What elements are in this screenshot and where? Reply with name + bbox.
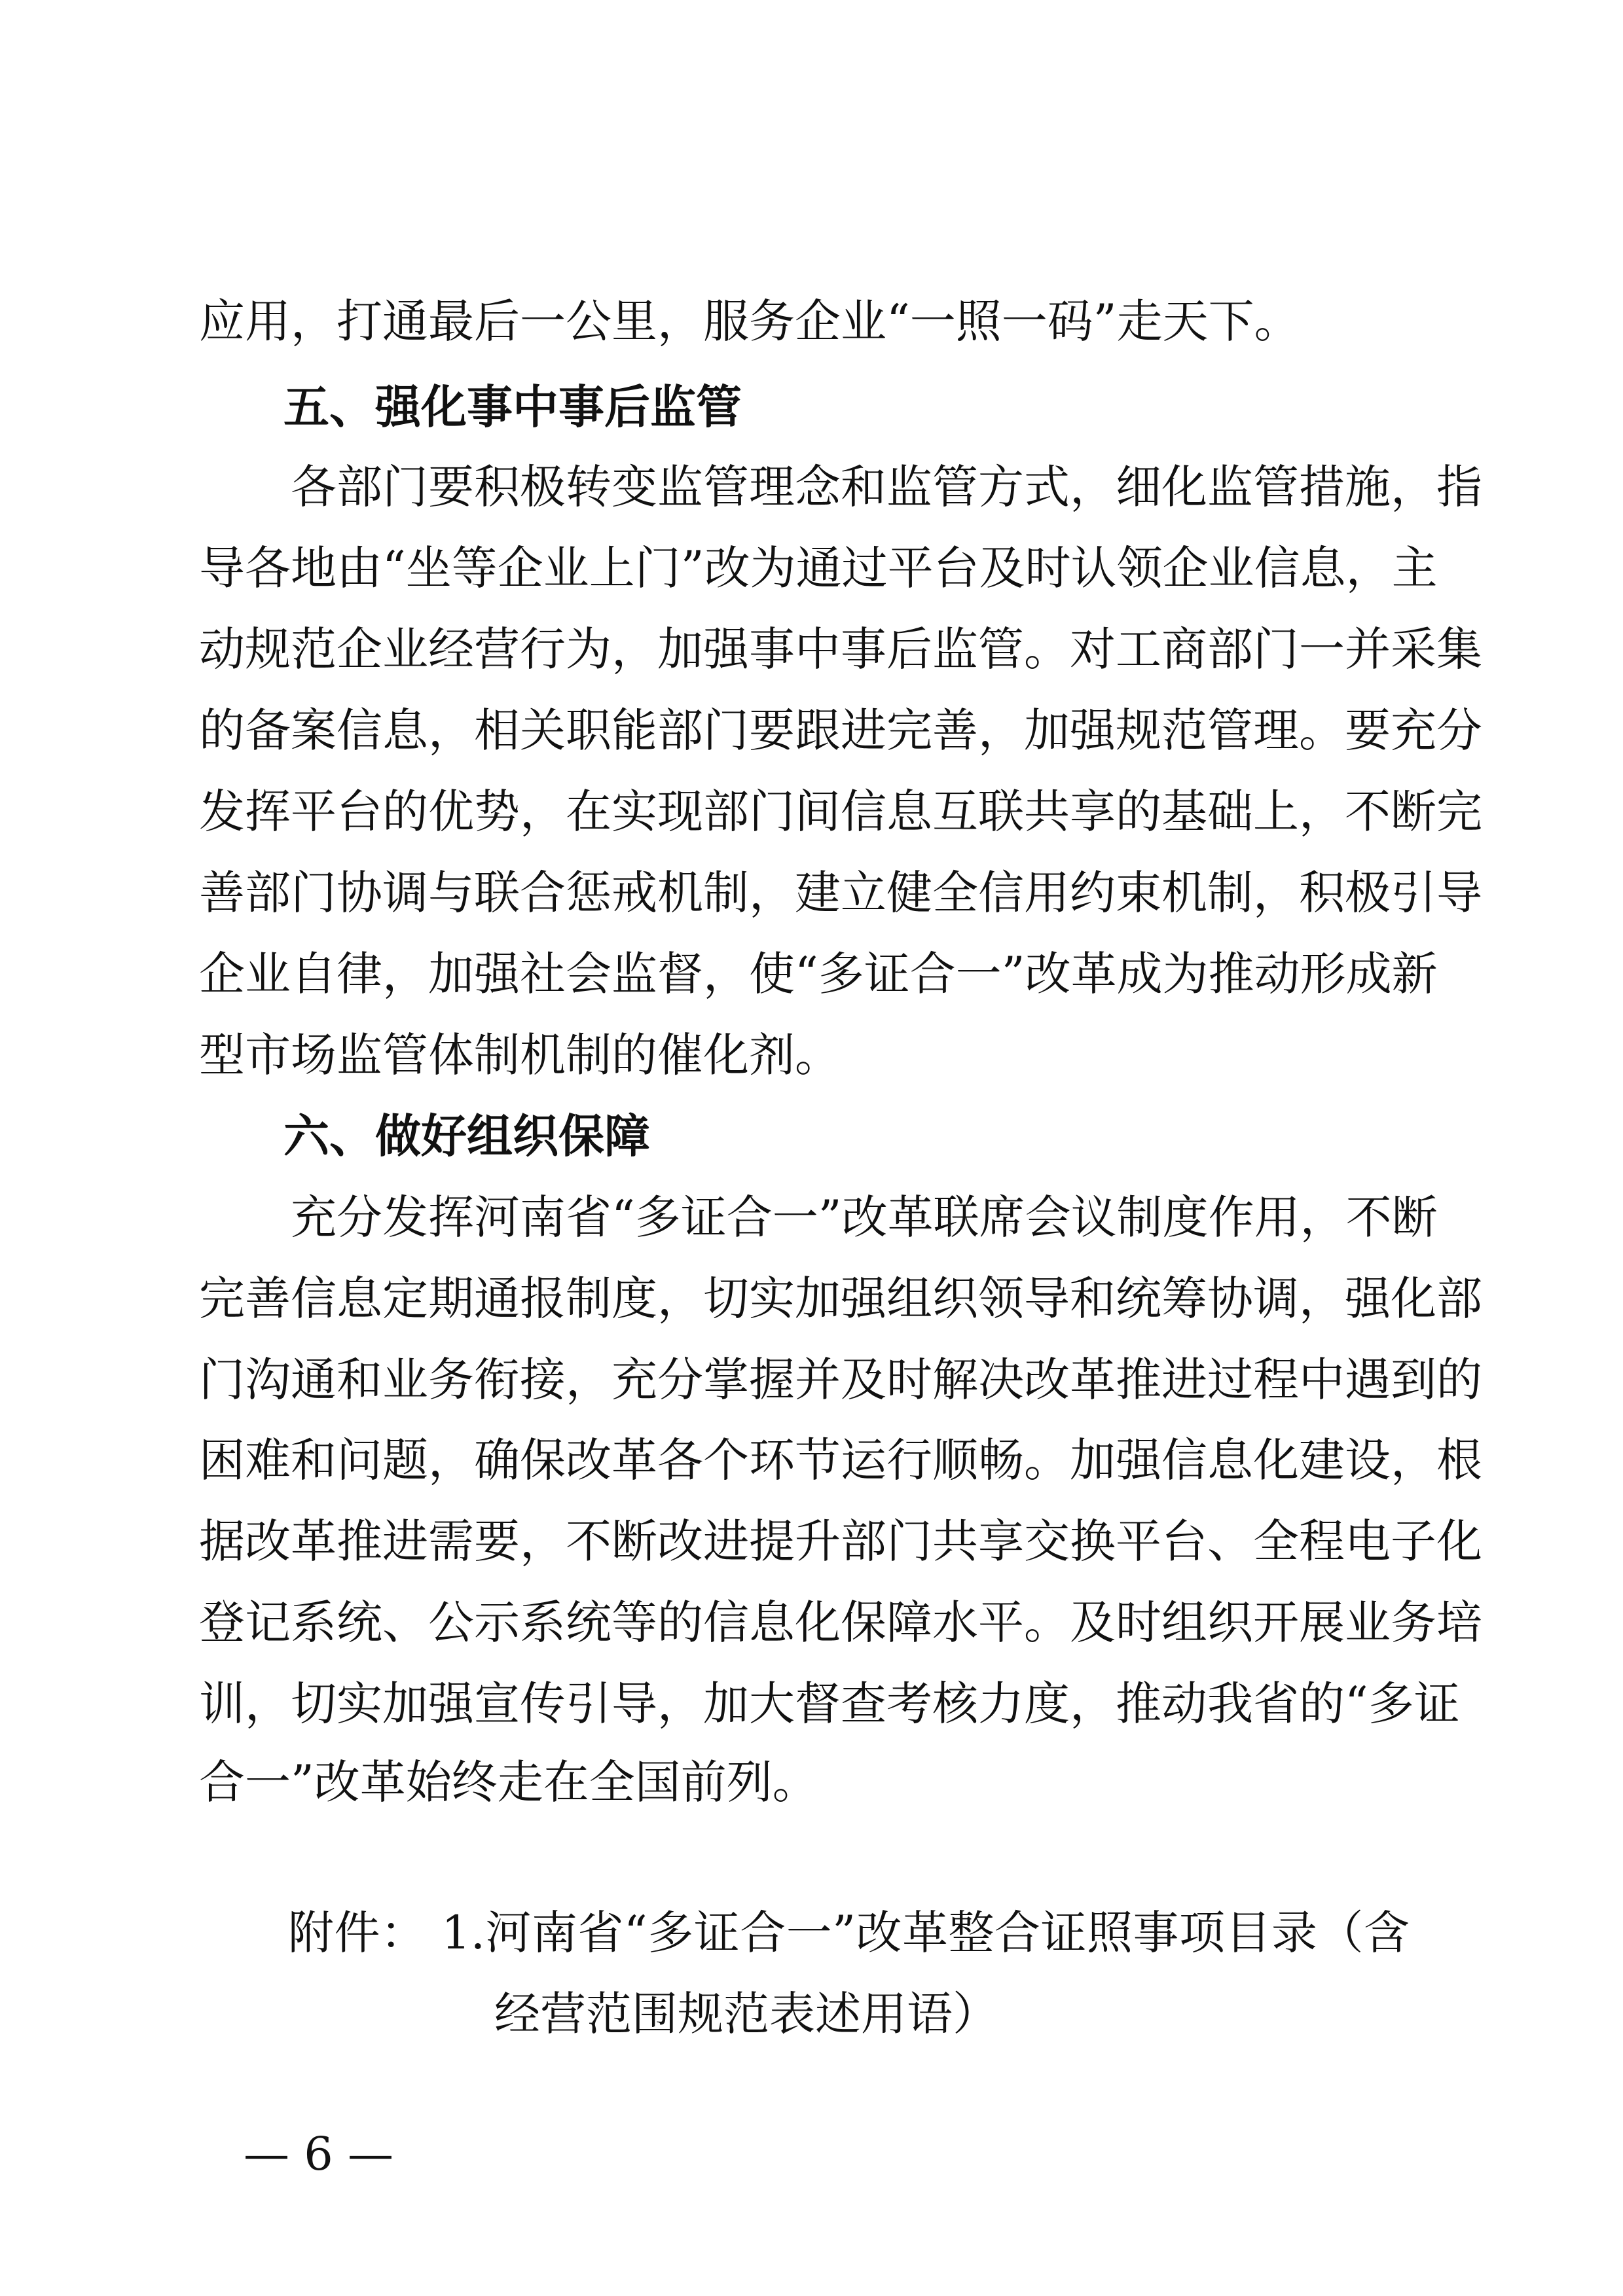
paragraph-line: 困难和问题，确保改革各个环节运行顺畅。加强信息化建设，根 xyxy=(199,1433,1482,1487)
paragraph-line: 合一”改革始终走在全国前列。 xyxy=(199,1755,818,1809)
paragraph-line: 据改革推进需要，不断改进提升部门共享交换平台、全程电子化 xyxy=(199,1515,1482,1568)
section-5-heading: 五、强化事中事后监管 xyxy=(283,380,742,434)
attachment-line: 附件： 1.河南省“多证合一”改革整合证照事项目录（含 xyxy=(288,1906,1410,1960)
paragraph-line: 企业自律，加强社会监督，使“多证合一”改革成为推动形成新 xyxy=(199,947,1438,1001)
paragraph-line: 型市场监管体制机制的催化剂。 xyxy=(199,1028,841,1082)
continuation-text: 应用，打通最后一公里，服务企业“一照一码”走天下。 xyxy=(199,295,1300,348)
attachment-line: 经营范围规范表述用语） xyxy=(494,1987,998,2041)
paragraph-line: 善部门协调与联合惩戒机制，建立健全信用约束机制，积极引导 xyxy=(199,866,1482,920)
paragraph-line: 充分发挥河南省“多证合一”改革联席会议制度作用，不断 xyxy=(291,1191,1438,1244)
paragraph-line: 动规范企业经营行为，加强事中事后监管。对工商部门一并采集 xyxy=(199,622,1482,676)
paragraph-line: 发挥平台的优势，在实现部门间信息互联共享的基础上，不断完 xyxy=(199,785,1482,838)
paragraph-line: 各部门要积极转变监管理念和监管方式，细化监管措施，指 xyxy=(291,460,1482,514)
paragraph-line: 导各地由“坐等企业上门”改为通过平台及时认领企业信息，主 xyxy=(199,541,1438,595)
page-number: — 6 — xyxy=(244,2127,394,2181)
paragraph-line: 完善信息定期通报制度，切实加强组织领导和统筹协调，强化部 xyxy=(199,1272,1482,1325)
paragraph-line: 训，切实加强宣传引导，加大督查考核力度，推动我省的“多证 xyxy=(199,1677,1460,1731)
paragraph-line: 登记系统、公示系统等的信息化保障水平。及时组织开展业务培 xyxy=(199,1596,1482,1649)
paragraph-line: 的备案信息，相关职能部门要跟进完善，加强规范管理。要充分 xyxy=(199,704,1482,757)
section-6-heading: 六、做好组织保障 xyxy=(283,1109,650,1163)
paragraph-line: 门沟通和业务衔接，充分掌握并及时解决改革推进过程中遇到的 xyxy=(199,1353,1482,1407)
